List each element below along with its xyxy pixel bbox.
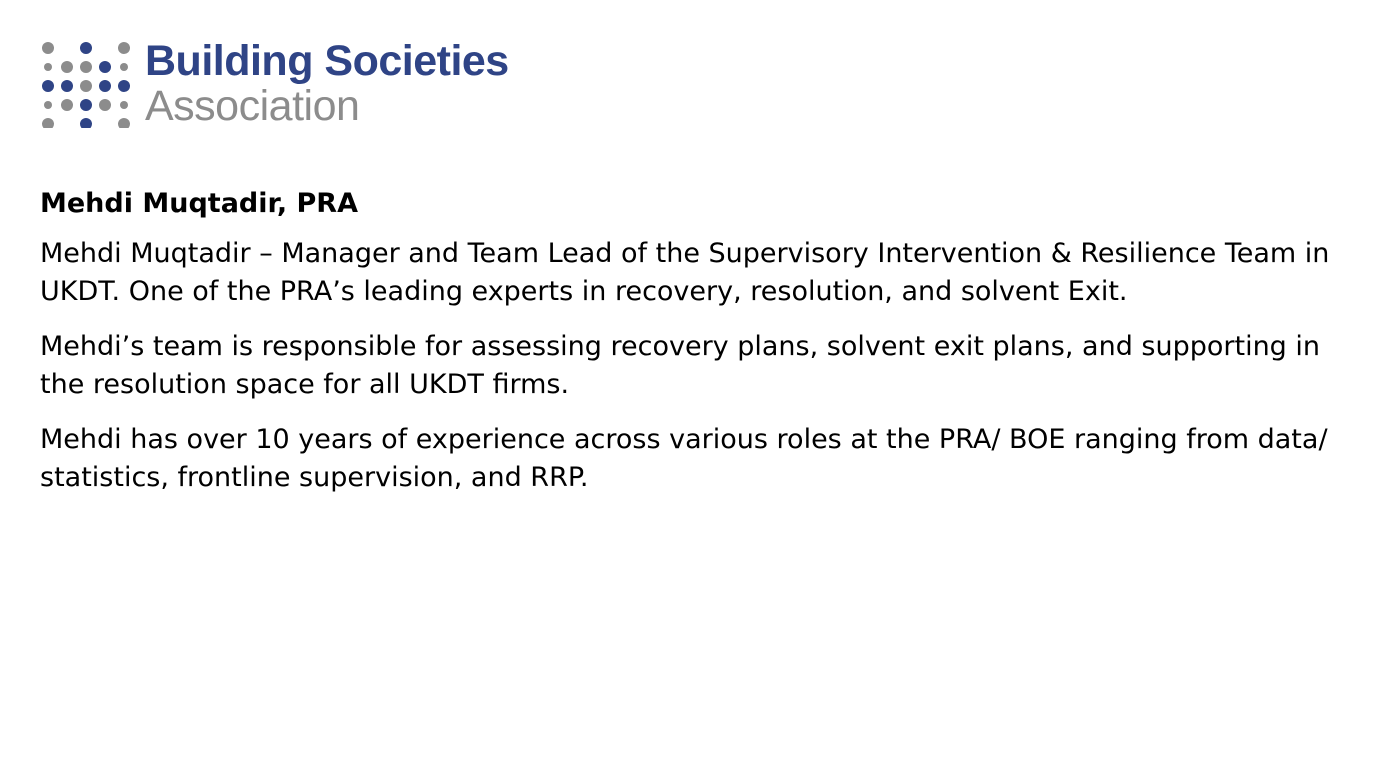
bsa-logo [40,38,530,130]
bio-paragraph-experience: Mehdi has over 10 years of experience across various roles at the PRA/ BOE ranging from data/ statistics, frontline supervision, and RRP. [40,424,1328,493]
speaker-bio [40,185,1360,514]
bio-paragraph-role: Mehdi Muqtadir – Manager and Team Lead of the Supervisory Intervention & Resilience Team in UKDT. One of the PRA’s leading experts in recovery, resolution, and solvent Exit. [40,238,1330,307]
logo-line-association: Association [145,82,360,130]
logo-line-building-societies: Building Societies [145,37,509,85]
logo-dots-icon [40,40,132,128]
bio-paragraph-team: Mehdi’s team is responsible for assessing recovery plans, solvent exit plans, and supporting in the resolution space for all UKDT firms. [40,331,1321,400]
speaker-name: Mehdi Muqtadir, PRA [40,188,358,219]
logo-wordmark [145,38,509,128]
